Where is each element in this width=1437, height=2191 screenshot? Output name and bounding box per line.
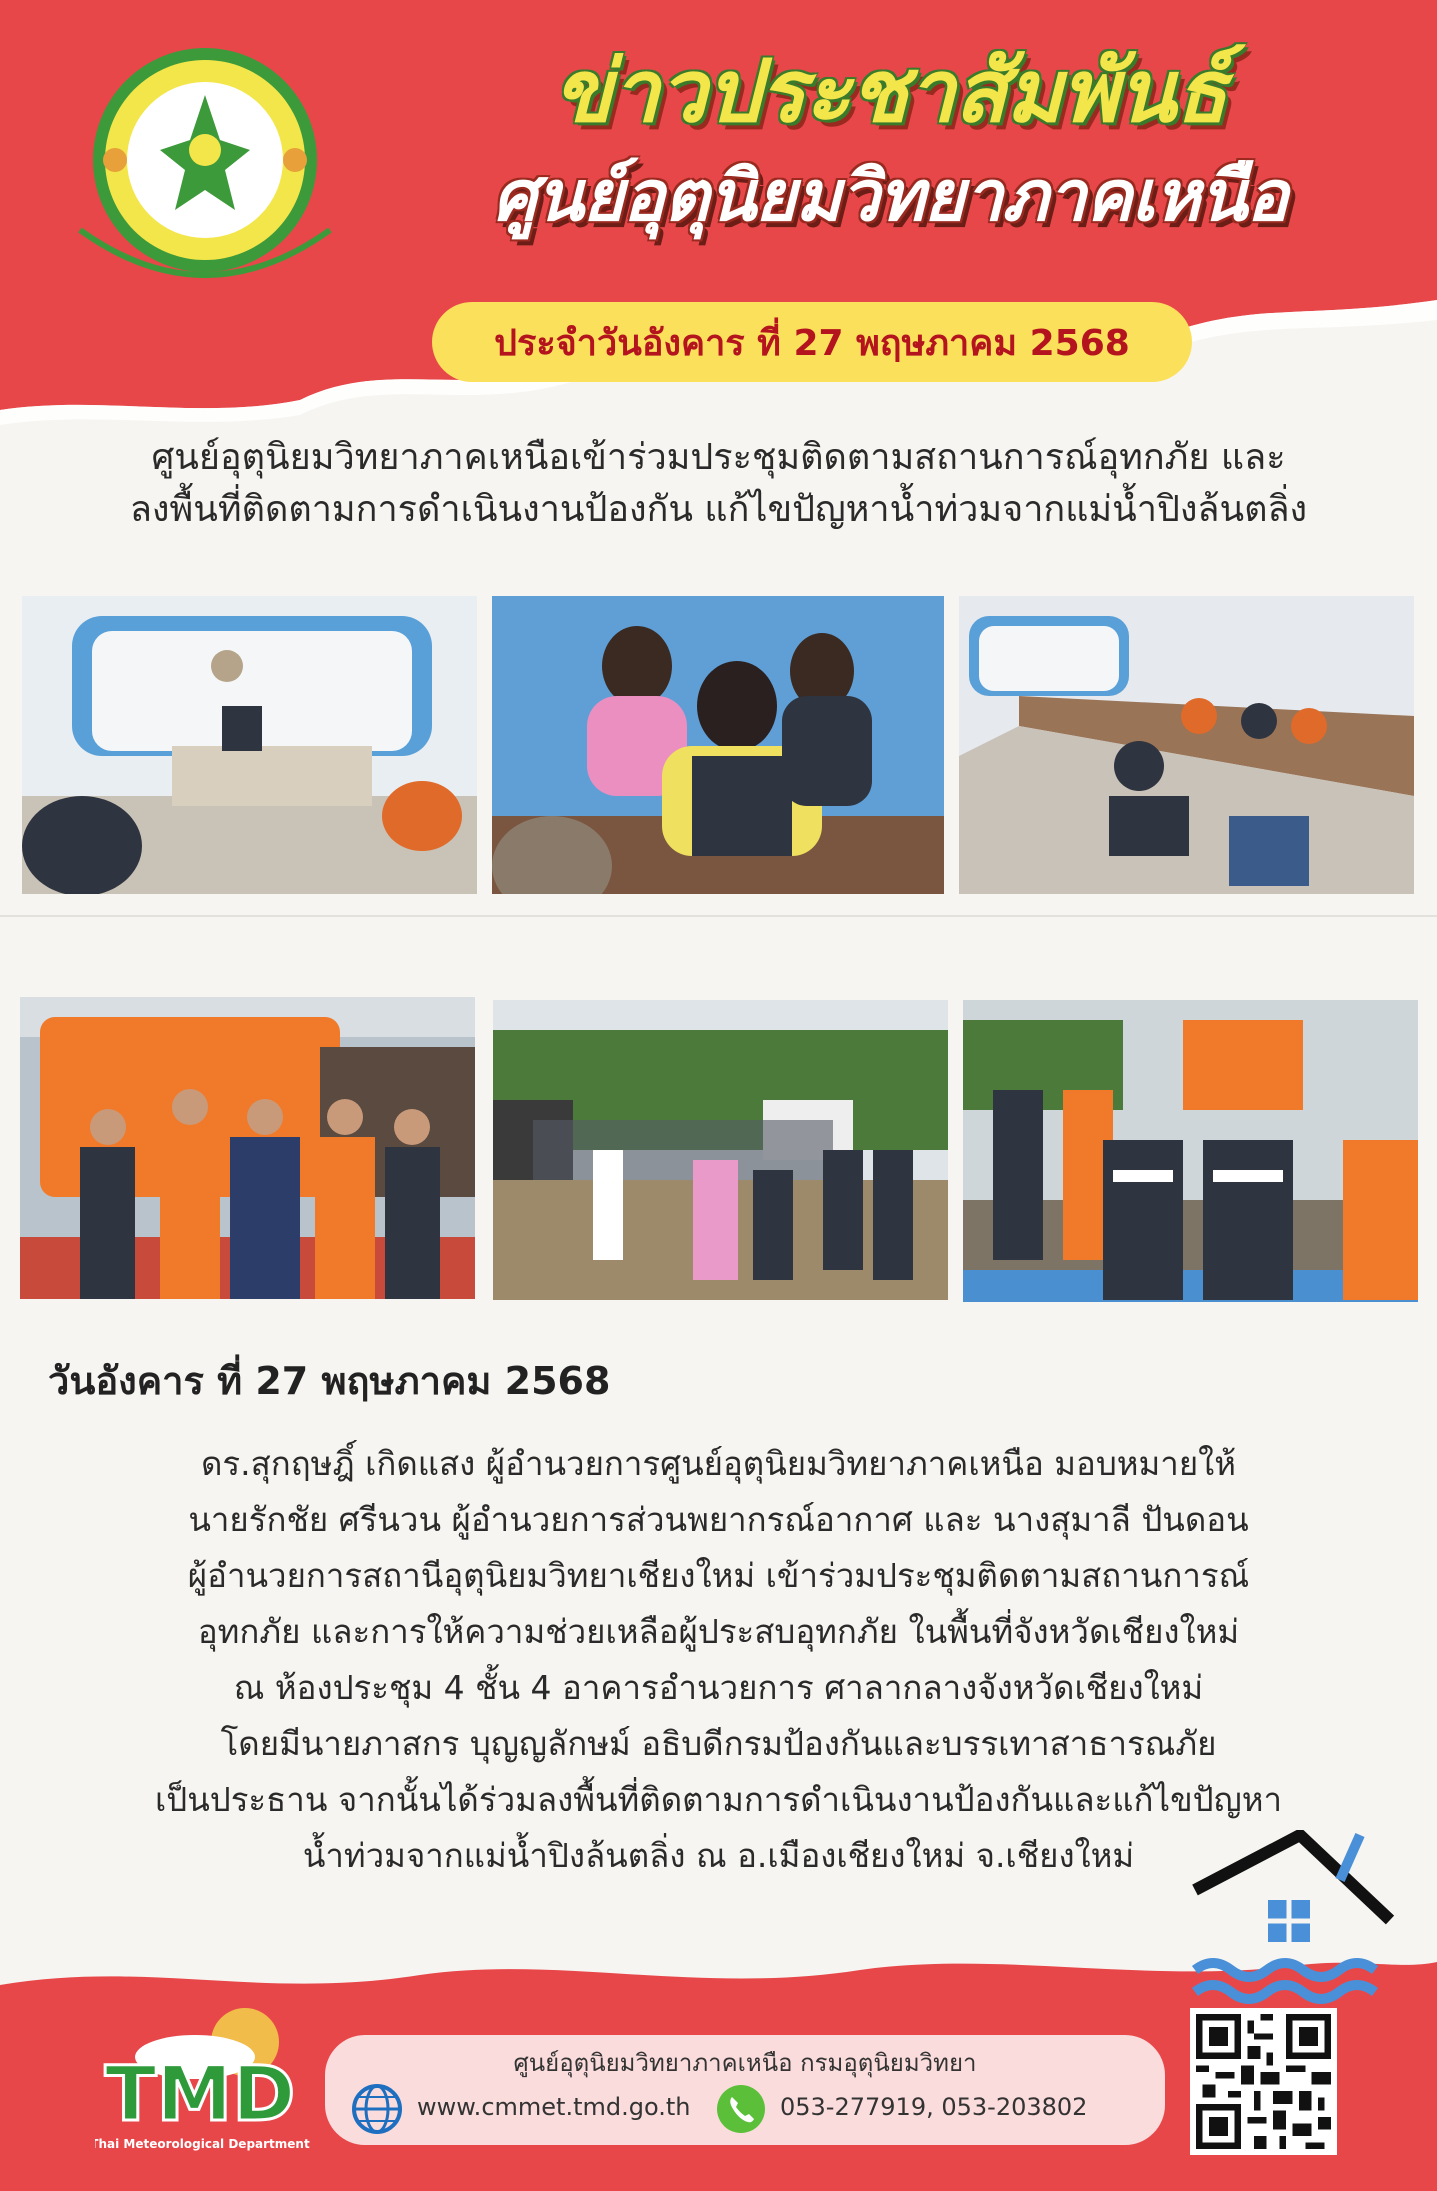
date-badge (432, 302, 1192, 382)
page-title: ข่าวประชาสัมพันธ์ (553, 42, 1227, 142)
tmd-north-logo (60, 40, 350, 300)
article-line: ณ ห้องประชุม 4 ชั้น 4 อาคารอำนวยการ ศาลากลางจังหวัดเชียงใหม่ (233, 1668, 1204, 1707)
meeting-attendees-photo (959, 596, 1414, 894)
website-link[interactable]: www.cmmet.tmd.go.th (417, 2093, 691, 2121)
article-line: อุทกภัย และการให้ความช่วยเหลือผู้ประสบอุทกภัย ในพื้นที่จังหวัดเชียงใหม่ (197, 1612, 1240, 1651)
date-badge-label: ประจำวันอังคาร ที่ 27 พฤษภาคม 2568 (494, 322, 1130, 364)
article-date: วันอังคาร ที่ 27 พฤษภาคม 2568 (48, 1359, 611, 1403)
article-line: น้ำท่วมจากแม่น้ำปิงล้นตลิ่ง ณ อ.เมืองเชียงใหม่ จ.เชียงใหม่ (302, 1836, 1135, 1875)
page-subtitle: ศูนย์อุตุนิยมวิทยาภาคเหนือ (492, 155, 1288, 237)
headline-line-1: ศูนย์อุตุนิยมวิทยาภาคเหนือเข้าร่วมประชุมติดตามสถานการณ์อุทกภัย และ (151, 437, 1286, 478)
contact-box (325, 2035, 1165, 2145)
article-line: ดร.สุกฤษฎิ์ เกิดแสง ผู้อำนวยการศูนย์อุตุนิยมวิทยาภาคเหนือ มอบหมายให้ (200, 1444, 1237, 1483)
article-line: นายรักชัย ศรีนวน ผู้อำนวยการส่วนพยากรณ์อากาศ และ นางสุมาลี ปันดอน (188, 1500, 1249, 1539)
group-pump-photo (20, 997, 475, 1299)
article-line: โดยมีนายภาสกร บุญญลักษม์ อธิบดีกรมป้องกันและบรรเทาสาธารณภัย (220, 1724, 1217, 1763)
house-flood-icon (1190, 1830, 1410, 2010)
field-team-photo (963, 1000, 1418, 1302)
news-headline (60, 432, 1377, 536)
article-body (80, 1436, 1357, 1884)
tmd-logo-caption: Thai Meteorological Department (95, 2137, 310, 2151)
article-line: ผู้อำนวยการสถานีอุตุนิยมวิทยาเชียงใหม่ เข้าร่วมประชุมติดตามสถานการณ์ (187, 1556, 1250, 1595)
section-divider (0, 915, 1437, 917)
phone-icon (717, 2085, 765, 2133)
meeting-room-photo (22, 596, 477, 894)
globe-icon (351, 2083, 403, 2135)
headline-line-2: ลงพื้นที่ติดตามการดำเนินงานป้องกัน แก้ไขปัญหาน้ำท่วมจากแม่น้ำปิงล้นตลิ่ง (129, 489, 1308, 530)
qr-code[interactable] (1190, 2008, 1337, 2155)
field-visit-photo (493, 1000, 948, 1300)
tmd-logo (95, 2002, 310, 2157)
meeting-speaker-photo (492, 596, 944, 894)
contact-org: ศูนย์อุตุนิยมวิทยาภาคเหนือ กรมอุตุนิยมวิทยา (513, 2049, 977, 2077)
tmd-logo-text: TMD (104, 2049, 296, 2138)
article-line: เป็นประธาน จากนั้นได้ร่วมลงพื้นที่ติดตามการดำเนินงานป้องกันและแก้ไขปัญหา (154, 1780, 1283, 1819)
phone-numbers[interactable]: 053-277919, 053-203802 (780, 2093, 1088, 2121)
